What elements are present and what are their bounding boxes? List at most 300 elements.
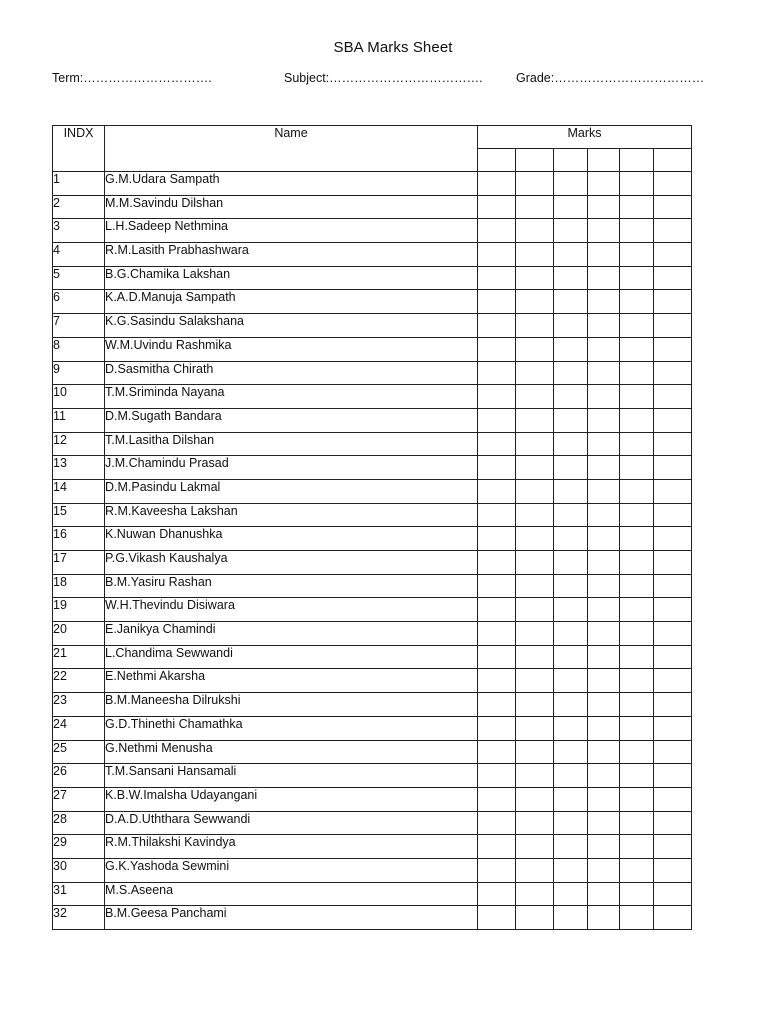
- mark-cell: [478, 716, 516, 740]
- table-row: [53, 432, 692, 456]
- mark-cell: [478, 693, 516, 717]
- table-row: [53, 219, 692, 243]
- mark-cell: [588, 835, 620, 859]
- student-index: 29: [53, 835, 105, 859]
- mark-cell: [516, 456, 554, 480]
- mark-cell: [620, 551, 654, 575]
- student-name: L.Chandima Sewwandi: [105, 645, 478, 669]
- mark-cell: [516, 906, 554, 930]
- table-row: [53, 527, 692, 551]
- mark-cell: [620, 882, 654, 906]
- mark-cell: [478, 622, 516, 646]
- mark-cell: [554, 551, 588, 575]
- mark-cell: [620, 622, 654, 646]
- mark-cell: [654, 858, 692, 882]
- mark-cell: [620, 408, 654, 432]
- mark-cell: [478, 574, 516, 598]
- mark-cell: [654, 266, 692, 290]
- student-index: 18: [53, 574, 105, 598]
- mark-cell: [478, 835, 516, 859]
- mark-cell: [620, 385, 654, 409]
- mark-cell: [554, 693, 588, 717]
- mark-cell: [654, 551, 692, 575]
- table-row: [53, 172, 692, 196]
- name-column-header: Name: [105, 126, 478, 172]
- mark-cell: [516, 882, 554, 906]
- mark-cell: [654, 764, 692, 788]
- mark-cell: [654, 503, 692, 527]
- mark-cell: [620, 290, 654, 314]
- student-index: 12: [53, 432, 105, 456]
- student-index: 9: [53, 361, 105, 385]
- mark-cell: [554, 622, 588, 646]
- student-index: 6: [53, 290, 105, 314]
- table-row: [53, 479, 692, 503]
- table-row: [53, 361, 692, 385]
- student-name: T.M.Lasitha Dilshan: [105, 432, 478, 456]
- table-row: [53, 811, 692, 835]
- mark-cell: [554, 503, 588, 527]
- mark-cell: [588, 432, 620, 456]
- mark-cell: [516, 195, 554, 219]
- student-index: 24: [53, 716, 105, 740]
- mark-cell: [620, 906, 654, 930]
- mark-cell: [516, 835, 554, 859]
- student-index: 17: [53, 551, 105, 575]
- mark-cell: [588, 693, 620, 717]
- page-title: SBA Marks Sheet: [333, 39, 453, 56]
- mark-cell: [620, 645, 654, 669]
- table-row: [53, 290, 692, 314]
- table-row: [53, 408, 692, 432]
- student-name: L.H.Sadeep Nethmina: [105, 219, 478, 243]
- student-index: 28: [53, 811, 105, 835]
- mark-cell: [554, 764, 588, 788]
- mark-cell: [588, 266, 620, 290]
- mark-cell: [620, 574, 654, 598]
- mark-cell: [588, 811, 620, 835]
- student-index: 7: [53, 314, 105, 338]
- mark-cell: [654, 882, 692, 906]
- table-row: [53, 503, 692, 527]
- mark-cell: [588, 645, 620, 669]
- table-row: [53, 858, 692, 882]
- mark-cell: [478, 787, 516, 811]
- mark-cell: [588, 858, 620, 882]
- mark-cell: [516, 314, 554, 338]
- mark-cell: [588, 622, 620, 646]
- mark-cell: [654, 195, 692, 219]
- mark-cell: [588, 408, 620, 432]
- marks-subheader-cell: [478, 149, 516, 172]
- mark-cell: [588, 219, 620, 243]
- student-name: B.M.Yasiru Rashan: [105, 574, 478, 598]
- mark-cell: [554, 835, 588, 859]
- mark-cell: [516, 219, 554, 243]
- mark-cell: [516, 551, 554, 575]
- student-name: B.M.Maneesha Dilrukshi: [105, 693, 478, 717]
- mark-cell: [654, 811, 692, 835]
- mark-cell: [554, 645, 588, 669]
- table-row: [53, 598, 692, 622]
- mark-cell: [516, 858, 554, 882]
- mark-cell: [588, 740, 620, 764]
- student-index: 1: [53, 172, 105, 196]
- mark-cell: [654, 669, 692, 693]
- student-index: 3: [53, 219, 105, 243]
- student-name: M.M.Savindu Dilshan: [105, 195, 478, 219]
- marks-column-header: Marks: [478, 126, 692, 149]
- table-row: [53, 266, 692, 290]
- mark-cell: [620, 764, 654, 788]
- table-row: [53, 693, 692, 717]
- mark-cell: [516, 290, 554, 314]
- mark-cell: [478, 811, 516, 835]
- mark-cell: [478, 764, 516, 788]
- mark-cell: [516, 645, 554, 669]
- mark-cell: [588, 764, 620, 788]
- table-row: [53, 195, 692, 219]
- mark-cell: [554, 243, 588, 267]
- mark-cell: [620, 361, 654, 385]
- table-row: [53, 787, 692, 811]
- student-index: 4: [53, 243, 105, 267]
- student-name: R.M.Kaveesha Lakshan: [105, 503, 478, 527]
- mark-cell: [620, 456, 654, 480]
- mark-cell: [554, 787, 588, 811]
- mark-cell: [588, 503, 620, 527]
- student-name: T.M.Sriminda Nayana: [105, 385, 478, 409]
- mark-cell: [478, 669, 516, 693]
- mark-cell: [588, 716, 620, 740]
- mark-cell: [654, 385, 692, 409]
- mark-cell: [654, 290, 692, 314]
- mark-cell: [516, 503, 554, 527]
- mark-cell: [554, 740, 588, 764]
- mark-cell: [478, 266, 516, 290]
- table-row: [53, 622, 692, 646]
- table-row: [53, 385, 692, 409]
- student-name: J.M.Chamindu Prasad: [105, 456, 478, 480]
- mark-cell: [478, 598, 516, 622]
- mark-cell: [554, 266, 588, 290]
- mark-cell: [588, 361, 620, 385]
- subject-field: Subject:……………………………….: [284, 71, 483, 85]
- mark-cell: [554, 669, 588, 693]
- student-index: 26: [53, 764, 105, 788]
- student-name: T.M.Sansani Hansamali: [105, 764, 478, 788]
- mark-cell: [620, 314, 654, 338]
- mark-cell: [588, 479, 620, 503]
- mark-cell: [620, 337, 654, 361]
- table-row: [53, 882, 692, 906]
- mark-cell: [654, 432, 692, 456]
- student-name: K.A.D.Manuja Sampath: [105, 290, 478, 314]
- mark-cell: [654, 456, 692, 480]
- mark-cell: [516, 740, 554, 764]
- student-name: G.Nethmi Menusha: [105, 740, 478, 764]
- mark-cell: [620, 716, 654, 740]
- mark-cell: [516, 361, 554, 385]
- student-index: 10: [53, 385, 105, 409]
- mark-cell: [620, 527, 654, 551]
- mark-cell: [516, 385, 554, 409]
- student-index: 14: [53, 479, 105, 503]
- mark-cell: [620, 811, 654, 835]
- student-index: 5: [53, 266, 105, 290]
- mark-cell: [654, 906, 692, 930]
- mark-cell: [478, 882, 516, 906]
- mark-cell: [516, 598, 554, 622]
- mark-cell: [516, 811, 554, 835]
- mark-cell: [554, 432, 588, 456]
- mark-cell: [478, 479, 516, 503]
- marks-table: [52, 125, 692, 930]
- table-row: [53, 243, 692, 267]
- mark-cell: [654, 645, 692, 669]
- student-name: D.A.D.Uththara Sewwandi: [105, 811, 478, 835]
- mark-cell: [588, 337, 620, 361]
- mark-cell: [478, 385, 516, 409]
- student-name: G.D.Thinethi Chamathka: [105, 716, 478, 740]
- student-index: 25: [53, 740, 105, 764]
- mark-cell: [588, 527, 620, 551]
- student-index: 30: [53, 858, 105, 882]
- mark-cell: [478, 314, 516, 338]
- mark-cell: [554, 219, 588, 243]
- marks-subheader-cell: [588, 149, 620, 172]
- mark-cell: [654, 314, 692, 338]
- table-row: [53, 551, 692, 575]
- table-row: [53, 645, 692, 669]
- mark-cell: [478, 337, 516, 361]
- mark-cell: [478, 172, 516, 196]
- table-row: [53, 716, 692, 740]
- mark-cell: [654, 740, 692, 764]
- mark-cell: [588, 906, 620, 930]
- student-index: 23: [53, 693, 105, 717]
- mark-cell: [478, 503, 516, 527]
- mark-cell: [654, 337, 692, 361]
- mark-cell: [588, 195, 620, 219]
- mark-cell: [554, 574, 588, 598]
- student-index: 27: [53, 787, 105, 811]
- mark-cell: [654, 835, 692, 859]
- mark-cell: [654, 787, 692, 811]
- mark-cell: [516, 764, 554, 788]
- mark-cell: [620, 835, 654, 859]
- mark-cell: [654, 716, 692, 740]
- student-name: W.M.Uvindu Rashmika: [105, 337, 478, 361]
- table-row: [53, 740, 692, 764]
- student-index: 22: [53, 669, 105, 693]
- mark-cell: [620, 219, 654, 243]
- mark-cell: [588, 598, 620, 622]
- mark-cell: [554, 882, 588, 906]
- mark-cell: [554, 385, 588, 409]
- mark-cell: [554, 858, 588, 882]
- student-index: 19: [53, 598, 105, 622]
- mark-cell: [654, 693, 692, 717]
- student-index: 32: [53, 906, 105, 930]
- mark-cell: [588, 551, 620, 575]
- mark-cell: [654, 172, 692, 196]
- mark-cell: [516, 527, 554, 551]
- mark-cell: [478, 740, 516, 764]
- mark-cell: [554, 598, 588, 622]
- mark-cell: [516, 337, 554, 361]
- student-index: 13: [53, 456, 105, 480]
- mark-cell: [620, 598, 654, 622]
- mark-cell: [554, 811, 588, 835]
- mark-cell: [554, 361, 588, 385]
- mark-cell: [478, 243, 516, 267]
- student-name: D.Sasmitha Chirath: [105, 361, 478, 385]
- mark-cell: [654, 243, 692, 267]
- table-row: [53, 456, 692, 480]
- mark-cell: [554, 408, 588, 432]
- table-row: [53, 314, 692, 338]
- mark-cell: [620, 243, 654, 267]
- mark-cell: [554, 290, 588, 314]
- student-name: D.M.Sugath Bandara: [105, 408, 478, 432]
- student-name: B.M.Geesa Panchami: [105, 906, 478, 930]
- mark-cell: [554, 527, 588, 551]
- mark-cell: [516, 622, 554, 646]
- mark-cell: [620, 858, 654, 882]
- mark-cell: [588, 787, 620, 811]
- term-field: Term:………………………….: [52, 71, 212, 85]
- mark-cell: [620, 195, 654, 219]
- table-row: [53, 835, 692, 859]
- mark-cell: [478, 858, 516, 882]
- mark-cell: [620, 740, 654, 764]
- mark-cell: [620, 266, 654, 290]
- mark-cell: [588, 456, 620, 480]
- mark-cell: [516, 243, 554, 267]
- mark-cell: [478, 361, 516, 385]
- marks-subheader-cell: [654, 149, 692, 172]
- mark-cell: [478, 432, 516, 456]
- mark-cell: [516, 432, 554, 456]
- mark-cell: [554, 716, 588, 740]
- mark-cell: [654, 479, 692, 503]
- student-index: 15: [53, 503, 105, 527]
- table-row: [53, 764, 692, 788]
- student-name: D.M.Pasindu Lakmal: [105, 479, 478, 503]
- mark-cell: [478, 527, 516, 551]
- mark-cell: [554, 456, 588, 480]
- mark-cell: [620, 479, 654, 503]
- mark-cell: [516, 479, 554, 503]
- mark-cell: [516, 172, 554, 196]
- mark-cell: [654, 361, 692, 385]
- mark-cell: [516, 266, 554, 290]
- mark-cell: [588, 574, 620, 598]
- student-name: E.Nethmi Akarsha: [105, 669, 478, 693]
- mark-cell: [620, 503, 654, 527]
- mark-cell: [588, 669, 620, 693]
- student-index: 8: [53, 337, 105, 361]
- marks-subheader-cell: [620, 149, 654, 172]
- student-index: 16: [53, 527, 105, 551]
- mark-cell: [654, 622, 692, 646]
- grade-field: Grade:………………………………: [516, 71, 705, 85]
- mark-cell: [620, 669, 654, 693]
- mark-cell: [588, 314, 620, 338]
- marks-subheader-cell: [516, 149, 554, 172]
- student-index: 21: [53, 645, 105, 669]
- mark-cell: [478, 408, 516, 432]
- mark-cell: [554, 337, 588, 361]
- student-name: K.G.Sasindu Salakshana: [105, 314, 478, 338]
- index-column-header: INDX: [53, 126, 105, 172]
- mark-cell: [478, 195, 516, 219]
- mark-cell: [620, 172, 654, 196]
- mark-cell: [554, 172, 588, 196]
- mark-cell: [478, 219, 516, 243]
- mark-cell: [654, 574, 692, 598]
- mark-cell: [478, 906, 516, 930]
- student-name: M.S.Aseena: [105, 882, 478, 906]
- mark-cell: [654, 219, 692, 243]
- student-name: W.H.Thevindu Disiwara: [105, 598, 478, 622]
- student-index: 31: [53, 882, 105, 906]
- mark-cell: [516, 574, 554, 598]
- student-name: G.M.Udara Sampath: [105, 172, 478, 196]
- student-index: 2: [53, 195, 105, 219]
- mark-cell: [478, 645, 516, 669]
- table-row: [53, 906, 692, 930]
- mark-cell: [554, 195, 588, 219]
- student-index: 20: [53, 622, 105, 646]
- student-name: B.G.Chamika Lakshan: [105, 266, 478, 290]
- mark-cell: [554, 479, 588, 503]
- mark-cell: [588, 290, 620, 314]
- mark-cell: [554, 314, 588, 338]
- student-name: G.K.Yashoda Sewmini: [105, 858, 478, 882]
- mark-cell: [478, 290, 516, 314]
- table-row: [53, 669, 692, 693]
- student-name: R.M.Lasith Prabhashwara: [105, 243, 478, 267]
- mark-cell: [588, 385, 620, 409]
- mark-cell: [478, 456, 516, 480]
- mark-cell: [654, 408, 692, 432]
- mark-cell: [516, 693, 554, 717]
- student-index: 11: [53, 408, 105, 432]
- student-name: E.Janikya Chamindi: [105, 622, 478, 646]
- student-name: R.M.Thilakshi Kavindya: [105, 835, 478, 859]
- mark-cell: [516, 787, 554, 811]
- mark-cell: [654, 527, 692, 551]
- mark-cell: [554, 906, 588, 930]
- mark-cell: [654, 598, 692, 622]
- table-row: [53, 337, 692, 361]
- mark-cell: [588, 243, 620, 267]
- mark-cell: [516, 716, 554, 740]
- student-name: K.Nuwan Dhanushka: [105, 527, 478, 551]
- mark-cell: [516, 669, 554, 693]
- mark-cell: [620, 787, 654, 811]
- student-name: K.B.W.Imalsha Udayangani: [105, 787, 478, 811]
- mark-cell: [588, 172, 620, 196]
- mark-cell: [478, 551, 516, 575]
- marks-subheader-cell: [554, 149, 588, 172]
- student-name: P.G.Vikash Kaushalya: [105, 551, 478, 575]
- mark-cell: [516, 408, 554, 432]
- student-rows: [53, 172, 692, 930]
- mark-cell: [620, 693, 654, 717]
